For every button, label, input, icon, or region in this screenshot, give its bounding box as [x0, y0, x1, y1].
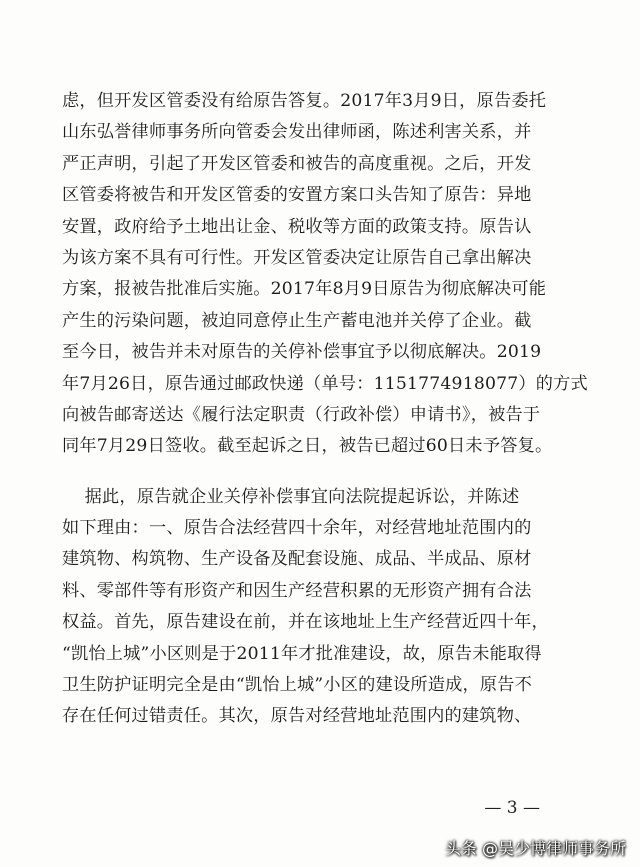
text-line: 年7月26日，原告通过邮政快递（单号：1151774918077）的方式	[62, 373, 588, 394]
text-line: 料、零部件等有形资产和因生产经营积累的无形资产拥有合法	[62, 580, 532, 601]
text-line: 虑，但开发区管委没有给原告答复。2017年3月9日，原告委托	[62, 91, 547, 111]
text-line: 向被告邮寄送达《履行法定职责（行政补偿）申请书》，被告于	[62, 404, 541, 425]
text-line: 山东弘誉律师事务所向管委会发出律师函，陈述利害关系，并	[62, 122, 532, 143]
text-line: 安置，政府给予土地出让金、税收等方面的政策支持。原告认	[62, 216, 532, 237]
text-line: 建筑物、构筑物、生产设备及配套设施、成品、半成品、原材	[62, 549, 532, 570]
text-line: 如下理由：一、原告合法经营四十余年，对经营地址范围内的	[62, 518, 532, 539]
text-line: 产生的污染问题，被迫同意停止生产蓄电池并关停了企业。截	[62, 310, 532, 331]
paragraph-gap	[62, 463, 562, 482]
text-line: 存在任何过错责任。其次，原告对经营地址范围内的建筑物、	[62, 706, 532, 727]
text-line: 同年7月29日签收。截至起诉之日，被告已超过60日未予答复。	[62, 436, 553, 457]
text-line: 为该方案不具有可行性。开发区管委决定让原告自己拿出解决	[62, 247, 532, 268]
text-line: 至今日，被告并未对原告的关停补偿事宜予以彻底解决。2019	[62, 342, 542, 363]
page-number: — 3 —	[484, 798, 540, 818]
text-line: 卫生防护证明完全是由“凯怡上城”小区的建设所造成，原告不	[62, 675, 533, 696]
document-body	[62, 86, 588, 733]
text-line: 区管委将被告和开发区管委的安置方案口头告知了原告：异地	[62, 185, 532, 206]
text-line: 严正声明，引起了开发区管委和被告的高度重视。之后，开发	[62, 153, 532, 174]
text-line: 据此，原告就企业关停补偿事宜向法院提起诉讼，并陈述	[62, 486, 520, 507]
text-line: 方案，报被告批准后实施。2017年8月9日原告为彻底解决可能	[62, 279, 547, 300]
watermark: 头条 @吴少博律师事务所	[444, 839, 626, 858]
text-line: “凯怡上城”小区则是于2011年才批准建设，故，原告未能取得	[62, 643, 542, 664]
text-line: 权益。首先，原告建设在前，并在该地址上生产经营近四十年，	[62, 612, 549, 633]
